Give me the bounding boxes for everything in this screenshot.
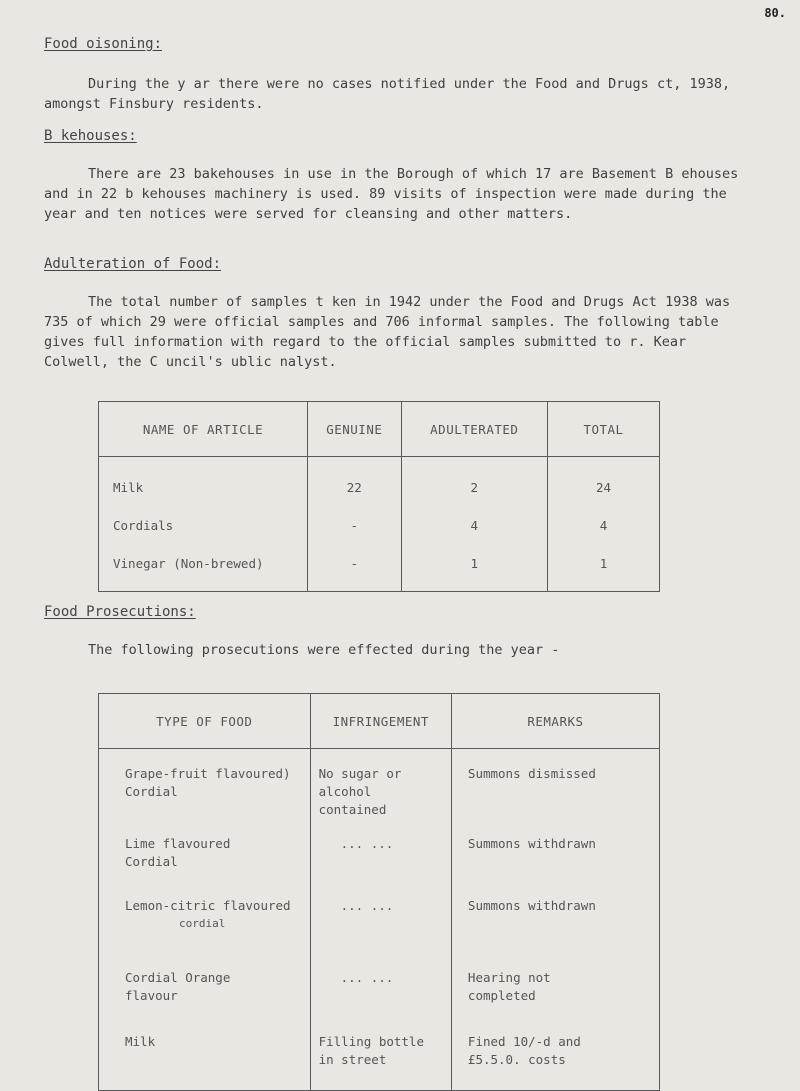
prosecution-infringement: Filling bottle in street bbox=[310, 1021, 451, 1091]
sample-article: Milk bbox=[99, 457, 308, 507]
sample-total: 24 bbox=[548, 457, 660, 507]
prosecutions-header-infringement: INFRINGEMENT bbox=[310, 694, 451, 749]
prosecution-food: Grape-fruit flavoured) Cordial bbox=[99, 749, 311, 829]
para-food-poisoning: During the y ar there were no cases notified under the Food and Drugs ct, 1938, amongst Finsbury residents. bbox=[44, 76, 731, 112]
prosecution-remarks: Hearing not completed bbox=[451, 963, 659, 1021]
prosecution-infringement: ... ... bbox=[310, 829, 451, 885]
prosecution-remarks: Fined 10/-d and £5.5.0. costs bbox=[451, 1021, 659, 1091]
heading-bakehouses: B kehouses: bbox=[44, 128, 137, 144]
prosecution-infringement: ... ... bbox=[310, 963, 451, 1021]
prosecution-food: Milk bbox=[99, 1021, 311, 1091]
table-row bbox=[99, 457, 660, 507]
table-row bbox=[99, 544, 660, 592]
sample-adulterated: 1 bbox=[401, 544, 548, 592]
prosecution-food: Lime flavoured Cordial bbox=[99, 829, 311, 885]
heading-prosecutions: Food Prosecutions: bbox=[44, 604, 196, 620]
para-bakehouses: There are 23 bakehouses in use in the Borough of which 17 are Basement B ehouses and in 22 b kehouses machinery is used. 89 visits of inspection were made during the year and ten notices were served for cleansing and other matters. bbox=[44, 166, 739, 222]
table-row bbox=[99, 963, 660, 1021]
samples-header-genuine: GENUINE bbox=[308, 402, 401, 457]
prosecutions-header-food: TYPE OF FOOD bbox=[99, 694, 311, 749]
para-prosecutions: The following prosecutions were effected during the year - bbox=[88, 642, 560, 658]
prosecution-food: Lemon-citric flavoured bbox=[125, 897, 291, 913]
sample-genuine: - bbox=[308, 544, 401, 592]
heading-food-poisoning: Food oisoning: bbox=[44, 36, 163, 52]
prosecutions-table bbox=[98, 693, 660, 1091]
table-row bbox=[99, 749, 660, 829]
prosecution-infringement: ... ... bbox=[310, 885, 451, 963]
prosecution-food-sub: cordial bbox=[179, 916, 226, 930]
prosecution-remarks: Summons withdrawn bbox=[451, 829, 659, 885]
samples-table bbox=[98, 401, 660, 592]
prosecution-remarks: Summons withdrawn bbox=[451, 885, 659, 963]
table-row bbox=[99, 829, 660, 885]
prosecutions-header-remarks: REMARKS bbox=[451, 694, 659, 749]
page-number: 80. bbox=[764, 6, 786, 20]
sample-article: Cordials bbox=[99, 506, 308, 544]
table-row bbox=[99, 885, 660, 963]
prosecution-infringement: No sugar or alcohol contained bbox=[310, 749, 451, 829]
sample-genuine: 22 bbox=[308, 457, 401, 507]
table-row bbox=[99, 1021, 660, 1091]
sample-adulterated: 4 bbox=[401, 506, 548, 544]
sample-genuine: - bbox=[308, 506, 401, 544]
samples-header-adulterated: ADULTERATED bbox=[401, 402, 548, 457]
sample-total: 4 bbox=[548, 506, 660, 544]
prosecution-food-cell bbox=[99, 885, 311, 963]
heading-adulteration: Adulteration of Food: bbox=[44, 256, 222, 272]
samples-header-total: TOTAL bbox=[548, 402, 660, 457]
prosecution-remarks: Summons dismissed bbox=[451, 749, 659, 829]
sample-total: 1 bbox=[548, 544, 660, 592]
prosecution-food: Cordial Orange flavour bbox=[99, 963, 311, 1021]
samples-header-article: NAME OF ARTICLE bbox=[99, 402, 308, 457]
sample-adulterated: 2 bbox=[401, 457, 548, 507]
sample-article: Vinegar (Non-brewed) bbox=[99, 544, 308, 592]
para-adulteration: The total number of samples t ken in 1942 under the Food and Drugs Act 1938 was 735 of which 29 were official samples and 706 informal samples. The following table gives full information with regard to the official samples submitted to r. Kear Colwell, the C uncil's ublic nalyst. bbox=[44, 294, 731, 370]
table-row bbox=[99, 506, 660, 544]
